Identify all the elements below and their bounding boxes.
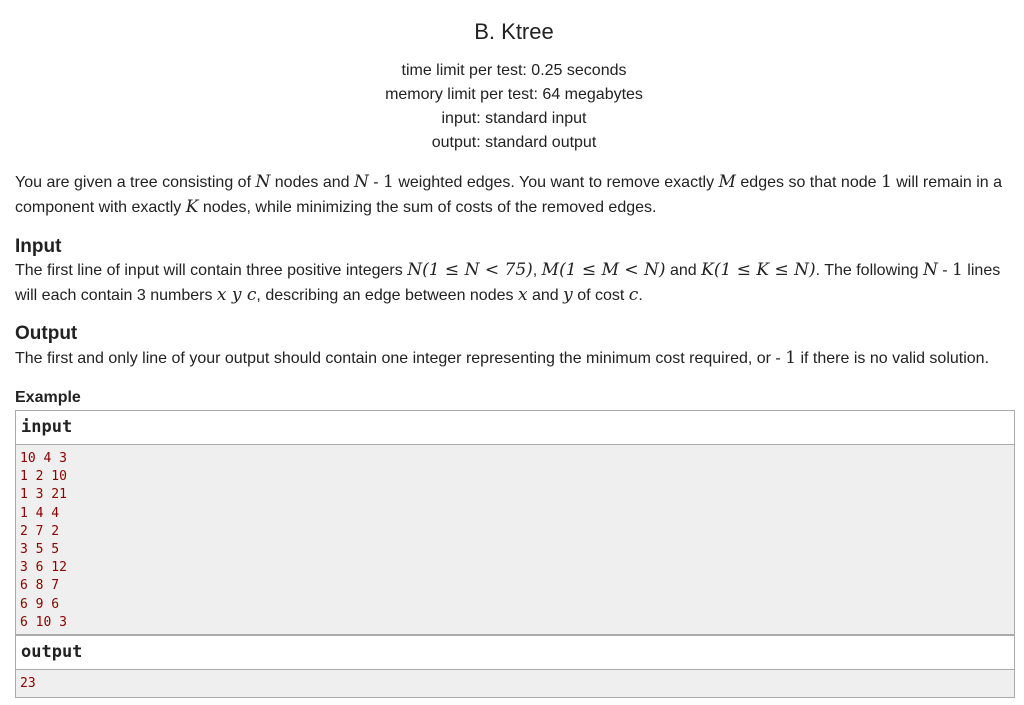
example-title: Example bbox=[15, 389, 81, 406]
example-input-label: input bbox=[16, 411, 1014, 445]
problem-statement: You are given a tree consisting of N nodes and N - 1 weighted edges. You want to remove exactly M edges so that node 1 will remain in a component with exactly K nodes, while minimizing the sum of costs of the removed edges. bbox=[15, 172, 1003, 217]
example-line: 6 10 3 bbox=[20, 614, 67, 630]
example-input-box bbox=[15, 410, 1015, 635]
input-section-text: The first line of input will contain three positive integers N(1 ≤ N < 75), M(1 ≤ M < N) and K(1 ≤ K ≤ N). The following N - 1 lines will each contain 3 numbers x y c, describing an edge between nodes x and y of cost c. bbox=[15, 260, 1001, 305]
example-output-box bbox=[15, 635, 1015, 698]
example-line: 1 4 4 bbox=[20, 505, 60, 521]
problem-title: B. Ktree bbox=[474, 19, 554, 44]
example-line: 6 9 6 bbox=[20, 596, 60, 612]
example-line: 1 2 10 bbox=[20, 469, 67, 485]
example-line: 2 7 2 bbox=[20, 523, 60, 539]
output-source: output: standard output bbox=[431, 134, 597, 151]
output-section-text: The first and only line of your output should contain one integer representing the minimum cost required, or - 1 if there is no valid solution. bbox=[15, 348, 990, 368]
example-line: 3 5 5 bbox=[20, 542, 60, 558]
example-output-data bbox=[16, 670, 1014, 697]
example-line: 10 4 3 bbox=[20, 451, 67, 466]
example-line: 1 3 21 bbox=[20, 487, 67, 503]
time-limit: time limit per test: 0.25 seconds bbox=[401, 62, 627, 79]
example-output-label: output bbox=[16, 636, 1014, 670]
memory-limit: memory limit per test: 64 megabytes bbox=[385, 86, 643, 103]
output-section-title: Output bbox=[15, 323, 78, 344]
example-line: 6 8 7 bbox=[20, 578, 60, 594]
problem-limits bbox=[0, 59, 1024, 155]
example-input-data bbox=[16, 445, 1014, 634]
example-line: 23 bbox=[20, 676, 36, 691]
input-section-title: Input bbox=[15, 236, 62, 257]
example-line: 3 6 12 bbox=[20, 560, 67, 576]
input-source: input: standard input bbox=[441, 110, 587, 127]
